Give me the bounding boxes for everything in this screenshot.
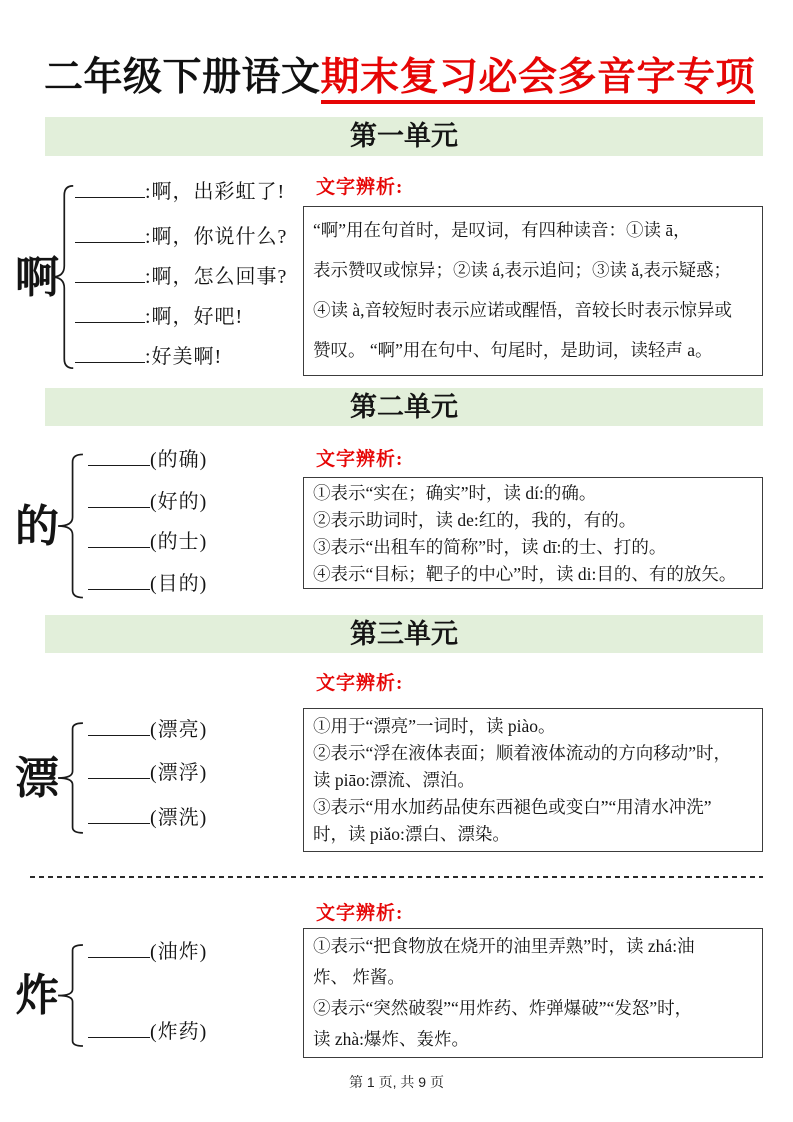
answer-blank bbox=[75, 179, 145, 198]
analysis-box-2 bbox=[303, 477, 763, 589]
fill-blank-row bbox=[88, 1019, 207, 1045]
analysis-line: ①表示“实在；确实”时，读 dí:的确。 bbox=[313, 483, 597, 503]
fill-blank-row bbox=[88, 717, 207, 743]
answer-blank bbox=[75, 264, 145, 283]
answer-blank bbox=[88, 939, 150, 958]
polyphone-char-zha: 炸 bbox=[15, 971, 59, 1020]
polyphone-char-de: 的 bbox=[15, 502, 59, 551]
row-hint: (目的) bbox=[150, 573, 208, 595]
row-hint: (的确) bbox=[150, 449, 208, 471]
fill-blank-row bbox=[88, 939, 207, 965]
analysis-label-1: 文字辨析: bbox=[316, 177, 404, 198]
title-grade-part: 二年级下册语文 bbox=[44, 56, 321, 99]
fill-blank-row bbox=[75, 344, 222, 370]
analysis-line: “啊”用在句首时，是叹词，有四种读音：①读 ā， bbox=[313, 220, 691, 240]
answer-blank bbox=[75, 344, 145, 363]
brace-bracket-4 bbox=[56, 944, 85, 1047]
brace-bracket-1 bbox=[50, 184, 75, 370]
analysis-line: ③表示“用水加药品使东西褪色或变白”“用清水冲洗” bbox=[313, 797, 712, 817]
brace-bracket-3 bbox=[56, 722, 85, 834]
analysis-label-3: 文字辨析: bbox=[316, 673, 404, 694]
answer-blank bbox=[88, 760, 150, 779]
title-topic-part: 期末复习必会多音字专项 bbox=[321, 56, 756, 104]
row-hint: :啊，你说什么? bbox=[145, 226, 288, 248]
polyphone-char-piao: 漂 bbox=[15, 754, 59, 803]
fill-blank-row bbox=[88, 805, 207, 831]
brace-bracket-2 bbox=[56, 453, 85, 599]
analysis-line: 表示赞叹或惊异；②读 á,表示追问；③读 ǎ,表示疑惑； bbox=[313, 260, 732, 280]
row-hint: (炸药) bbox=[150, 1021, 208, 1043]
analysis-line: ①用于“漂亮”一词时，读 piào。 bbox=[313, 716, 556, 736]
answer-blank bbox=[88, 529, 150, 548]
dashed-divider bbox=[30, 876, 763, 878]
row-hint: (漂浮) bbox=[150, 762, 208, 784]
row-hint: :啊，好吧! bbox=[145, 306, 244, 328]
analysis-line: ④表示“目标；靶子的中心”时，读 di:目的、有的放矢。 bbox=[313, 564, 737, 584]
fill-blank-row bbox=[88, 571, 207, 597]
fill-blank-row bbox=[75, 179, 285, 205]
analysis-box-3 bbox=[303, 708, 763, 852]
row-hint: (好的) bbox=[150, 491, 208, 513]
row-hint: (漂洗) bbox=[150, 807, 208, 829]
analysis-box-4 bbox=[303, 928, 763, 1058]
fill-blank-row bbox=[75, 264, 287, 290]
fill-blank-row bbox=[75, 304, 243, 330]
answer-blank bbox=[88, 571, 150, 590]
fill-blank-row bbox=[75, 224, 287, 250]
answer-blank bbox=[88, 489, 150, 508]
unit-banner-1: 第一单元 bbox=[45, 117, 763, 156]
analysis-line: 炸、 炸酱。 bbox=[313, 967, 405, 987]
fill-blank-row bbox=[88, 447, 207, 473]
analysis-line: ②表示“突然破裂”“用炸药、炸弹爆破”“发怒”时， bbox=[313, 998, 693, 1018]
answer-blank bbox=[75, 304, 145, 323]
analysis-line: 时，读 piǎo:漂白、漂染。 bbox=[313, 824, 510, 844]
row-hint: (的士) bbox=[150, 531, 208, 553]
analysis-box-1 bbox=[303, 206, 763, 376]
answer-blank bbox=[88, 1019, 150, 1038]
analysis-line: ②表示助词时，读 de:红的，我的，有的。 bbox=[313, 510, 637, 530]
answer-blank bbox=[88, 805, 150, 824]
analysis-line: ①表示“把食物放在烧开的油里弄熟”时，读 zhá:油 bbox=[313, 936, 695, 956]
fill-blank-row bbox=[88, 489, 207, 515]
row-hint: :啊，怎么回事? bbox=[145, 266, 288, 288]
analysis-line: 读 zhà:爆炸、轰炸。 bbox=[313, 1029, 470, 1049]
fill-blank-row bbox=[88, 529, 207, 555]
analysis-line: 读 piāo:漂流、漂泊。 bbox=[313, 770, 475, 790]
analysis-line: 赞叹。 “啊”用在句中、句尾时，是助词，读轻声 a。 bbox=[313, 340, 713, 360]
analysis-label-4: 文字辨析: bbox=[316, 903, 404, 924]
polyphone-char-a: 啊 bbox=[15, 253, 59, 302]
analysis-line: ③表示“出租车的简称”时，读 dī:的士、打的。 bbox=[313, 537, 667, 557]
analysis-line: ④读 à,音较短时表示应诺或醒悟，音较长时表示惊异或 bbox=[313, 300, 733, 320]
row-hint: :好美啊! bbox=[145, 346, 223, 368]
page-number: 第 1 页, 共 9 页 bbox=[349, 1074, 444, 1090]
fill-blank-row bbox=[88, 760, 207, 786]
page-title bbox=[44, 46, 755, 102]
row-hint: :啊，出彩虹了! bbox=[145, 181, 286, 203]
answer-blank bbox=[88, 447, 150, 466]
answer-blank bbox=[88, 717, 150, 736]
row-hint: (油炸) bbox=[150, 941, 208, 963]
analysis-label-2: 文字辨析: bbox=[316, 449, 404, 470]
answer-blank bbox=[75, 224, 145, 243]
unit-banner-2: 第二单元 bbox=[45, 388, 763, 426]
analysis-line: ②表示“浮在液体表面；顺着液体流动的方向移动”时， bbox=[313, 743, 732, 763]
row-hint: (漂亮) bbox=[150, 719, 208, 741]
unit-banner-3: 第三单元 bbox=[45, 615, 763, 653]
